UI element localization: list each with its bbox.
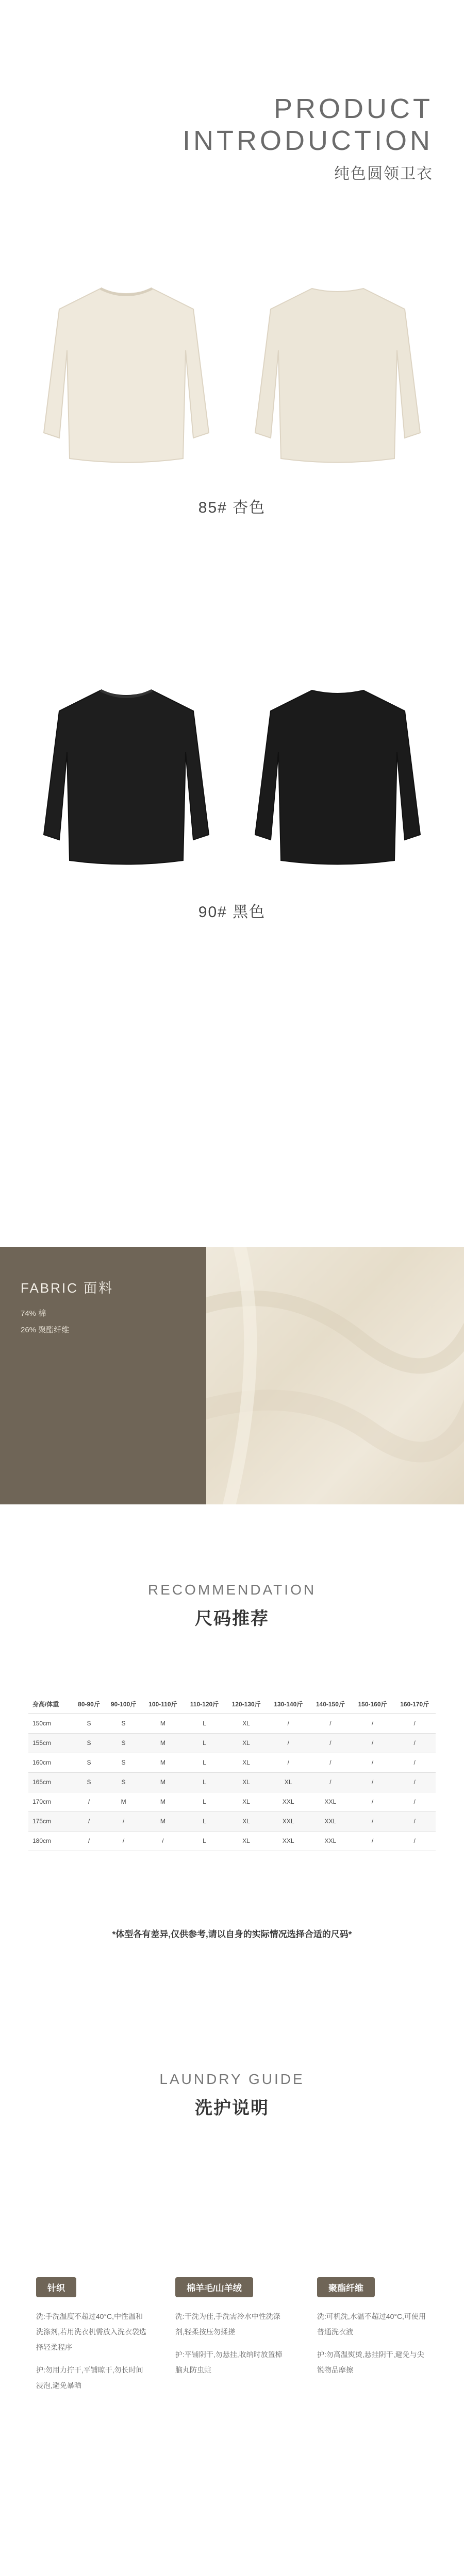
size-table-cell: XL — [267, 1772, 309, 1792]
size-table-cell: S — [73, 1772, 105, 1792]
color-caption-black: 90# 黑色 — [198, 904, 266, 921]
size-table-cell: XXL — [309, 1792, 352, 1811]
fabric-composition-row: 74% 棉 — [21, 1309, 46, 1318]
size-table-cell: XL — [225, 1772, 268, 1792]
size-table-cell: L — [184, 1792, 225, 1811]
black-sweater-front-image — [39, 680, 214, 871]
header-title-line1: PRODUCT — [274, 93, 433, 124]
table-row — [28, 1792, 436, 1811]
size-table-cell: S — [105, 1733, 142, 1753]
size-table-cell: / — [309, 1772, 352, 1792]
size-table-cell: S — [73, 1714, 105, 1733]
size-table-cell: S — [105, 1714, 142, 1733]
care-instructions — [317, 2309, 428, 2378]
size-table-cell: M — [142, 1811, 184, 1831]
size-chart-table — [28, 1695, 436, 1851]
product-header — [183, 93, 433, 183]
laundry-care-item — [175, 2277, 286, 2385]
fabric-section — [0, 1247, 464, 1504]
size-table-cell: / — [393, 1831, 436, 1851]
size-table-cell: XL — [225, 1811, 268, 1831]
size-table-cell: L — [184, 1714, 225, 1733]
size-table-cell: / — [393, 1733, 436, 1753]
size-table-cell: / — [352, 1714, 394, 1733]
care-instruction-line: 护:勿高温熨烫,悬挂阴干,避免与尖锐物品摩擦 — [317, 2350, 424, 2374]
size-table-cell: M — [142, 1714, 184, 1733]
size-table-cell: M — [105, 1792, 142, 1811]
size-table-cell: M — [142, 1772, 184, 1792]
size-table-cell: / — [309, 1733, 352, 1753]
size-table-header-cell: 身高/体重 — [28, 1695, 73, 1714]
table-row — [28, 1772, 436, 1792]
size-table-cell: / — [142, 1831, 184, 1851]
size-table-cell: / — [105, 1831, 142, 1851]
size-table-cell: M — [142, 1733, 184, 1753]
size-table-header-cell: 130-140斤 — [267, 1695, 309, 1714]
beige-sweater-front-image — [39, 278, 214, 469]
size-table-cell: M — [142, 1753, 184, 1772]
table-row — [28, 1753, 436, 1772]
size-table-cell: XL — [225, 1714, 268, 1733]
size-table-header-cell: 110-120斤 — [184, 1695, 225, 1714]
size-recommendation-heading — [0, 1582, 464, 1630]
size-table-header-cell: 150-160斤 — [352, 1695, 394, 1714]
size-table-cell: 150cm — [28, 1714, 73, 1733]
size-table-cell: XL — [225, 1733, 268, 1753]
fabric-type-tag: 针织 — [36, 2277, 76, 2297]
size-table-cell: / — [352, 1811, 394, 1831]
size-table-cell: / — [393, 1811, 436, 1831]
table-row — [28, 1811, 436, 1831]
recommendation-title-cn: 尺码推荐 — [195, 1609, 269, 1629]
size-table-header-cell: 160-170斤 — [393, 1695, 436, 1714]
size-table-cell: XL — [225, 1792, 268, 1811]
laundry-care-item — [36, 2277, 147, 2400]
size-table-cell: / — [393, 1753, 436, 1772]
size-table-cell: / — [352, 1831, 394, 1851]
size-table-cell: XL — [225, 1831, 268, 1851]
size-table-header-cell: 120-130斤 — [225, 1695, 268, 1714]
size-table-cell: 180cm — [28, 1831, 73, 1851]
size-table-cell: 155cm — [28, 1733, 73, 1753]
fabric-info-panel — [0, 1247, 206, 1504]
size-table-cell: XXL — [309, 1811, 352, 1831]
laundry-title-cn: 洗护说明 — [195, 2098, 269, 2118]
care-instruction-line: 护:勿用力拧干,平铺晾干,勿长时间浸泡,避免暴晒 — [36, 2366, 143, 2389]
black-sweater-back-image — [250, 680, 425, 871]
size-table-cell: XXL — [309, 1831, 352, 1851]
size-table-cell: XXL — [267, 1811, 309, 1831]
recommendation-title-en: RECOMMENDATION — [147, 1582, 317, 1598]
size-table-cell: 160cm — [28, 1753, 73, 1772]
size-table-cell: / — [73, 1792, 105, 1811]
table-row — [28, 1733, 436, 1753]
size-table-cell: L — [184, 1753, 225, 1772]
size-table-cell: / — [267, 1714, 309, 1733]
size-table-cell: / — [73, 1811, 105, 1831]
size-table-cell: / — [267, 1733, 309, 1753]
size-table-cell: / — [309, 1753, 352, 1772]
laundry-guide-heading — [0, 2071, 464, 2119]
size-table-cell: XL — [225, 1753, 268, 1772]
fabric-composition-row: 26% 聚酯纤维 — [21, 1326, 70, 1334]
size-table-cell: L — [184, 1811, 225, 1831]
size-table-cell: / — [352, 1772, 394, 1792]
care-instruction-line: 护:平铺阴干,勿悬挂,收纳时放置樟脑丸防虫蛀 — [175, 2350, 283, 2374]
size-table-cell: L — [184, 1733, 225, 1753]
size-table-cell: / — [352, 1792, 394, 1811]
size-table-cell: / — [352, 1753, 394, 1772]
laundry-title-en: LAUNDRY GUIDE — [159, 2071, 305, 2087]
table-row — [28, 1831, 436, 1851]
size-table-cell: 175cm — [28, 1811, 73, 1831]
header-title-line2: INTRODUCTION — [183, 125, 433, 156]
size-table-header-cell: 80-90斤 — [73, 1695, 105, 1714]
size-table-cell: S — [73, 1753, 105, 1772]
table-row — [28, 1714, 436, 1733]
size-table-cell: / — [352, 1733, 394, 1753]
size-table-cell: / — [393, 1792, 436, 1811]
laundry-care-item — [317, 2277, 428, 2385]
beige-sweater-back-image — [250, 278, 425, 469]
fabric-texture-image — [206, 1247, 464, 1504]
size-table-cell: 165cm — [28, 1772, 73, 1792]
color-caption-beige: 85# 杏色 — [198, 499, 266, 516]
size-table-cell: / — [393, 1772, 436, 1792]
size-note: *体型各有差异,仅供参考,请以自身的实际情况选择合适的尺码* — [112, 1929, 352, 1939]
size-table-cell: XXL — [267, 1831, 309, 1851]
size-table-cell: S — [105, 1753, 142, 1772]
fabric-type-tag: 聚酯纤维 — [317, 2277, 375, 2297]
size-table-cell: S — [105, 1772, 142, 1792]
size-table-header-row — [28, 1695, 436, 1714]
size-table-cell: / — [105, 1811, 142, 1831]
care-instructions — [36, 2309, 147, 2393]
size-table-cell: / — [267, 1753, 309, 1772]
care-instruction-line: 洗:可机洗,水温不超过40°C,可使用普通洗衣液 — [317, 2312, 426, 2336]
care-instruction-line: 洗:手洗温度不超过40°C,中性温和洗涤剂,若用洗衣机需放入洗衣袋选择轻柔程序 — [36, 2312, 146, 2351]
care-instructions — [175, 2309, 286, 2378]
size-table-cell: / — [393, 1714, 436, 1733]
fabric-title: FABRIC 面料 — [21, 1280, 114, 1296]
size-table-cell: 170cm — [28, 1792, 73, 1811]
size-table-header-cell: 100-110斤 — [142, 1695, 184, 1714]
size-table-header-cell: 140-150斤 — [309, 1695, 352, 1714]
size-table-cell: / — [309, 1714, 352, 1733]
fabric-type-tag: 棉羊毛/山羊绒 — [175, 2277, 253, 2297]
header-subtitle: 纯色圆领卫衣 — [334, 165, 433, 182]
size-table-cell: L — [184, 1831, 225, 1851]
size-table-cell: XXL — [267, 1792, 309, 1811]
size-table-cell: L — [184, 1772, 225, 1792]
size-table-cell: M — [142, 1792, 184, 1811]
size-table-header-cell: 90-100斤 — [105, 1695, 142, 1714]
care-instruction-line: 洗:干洗为佳,手洗需冷水中性洗涤剂,轻柔按压勿揉搓 — [175, 2312, 280, 2336]
size-table-cell: S — [73, 1733, 105, 1753]
size-table-cell: / — [73, 1831, 105, 1851]
